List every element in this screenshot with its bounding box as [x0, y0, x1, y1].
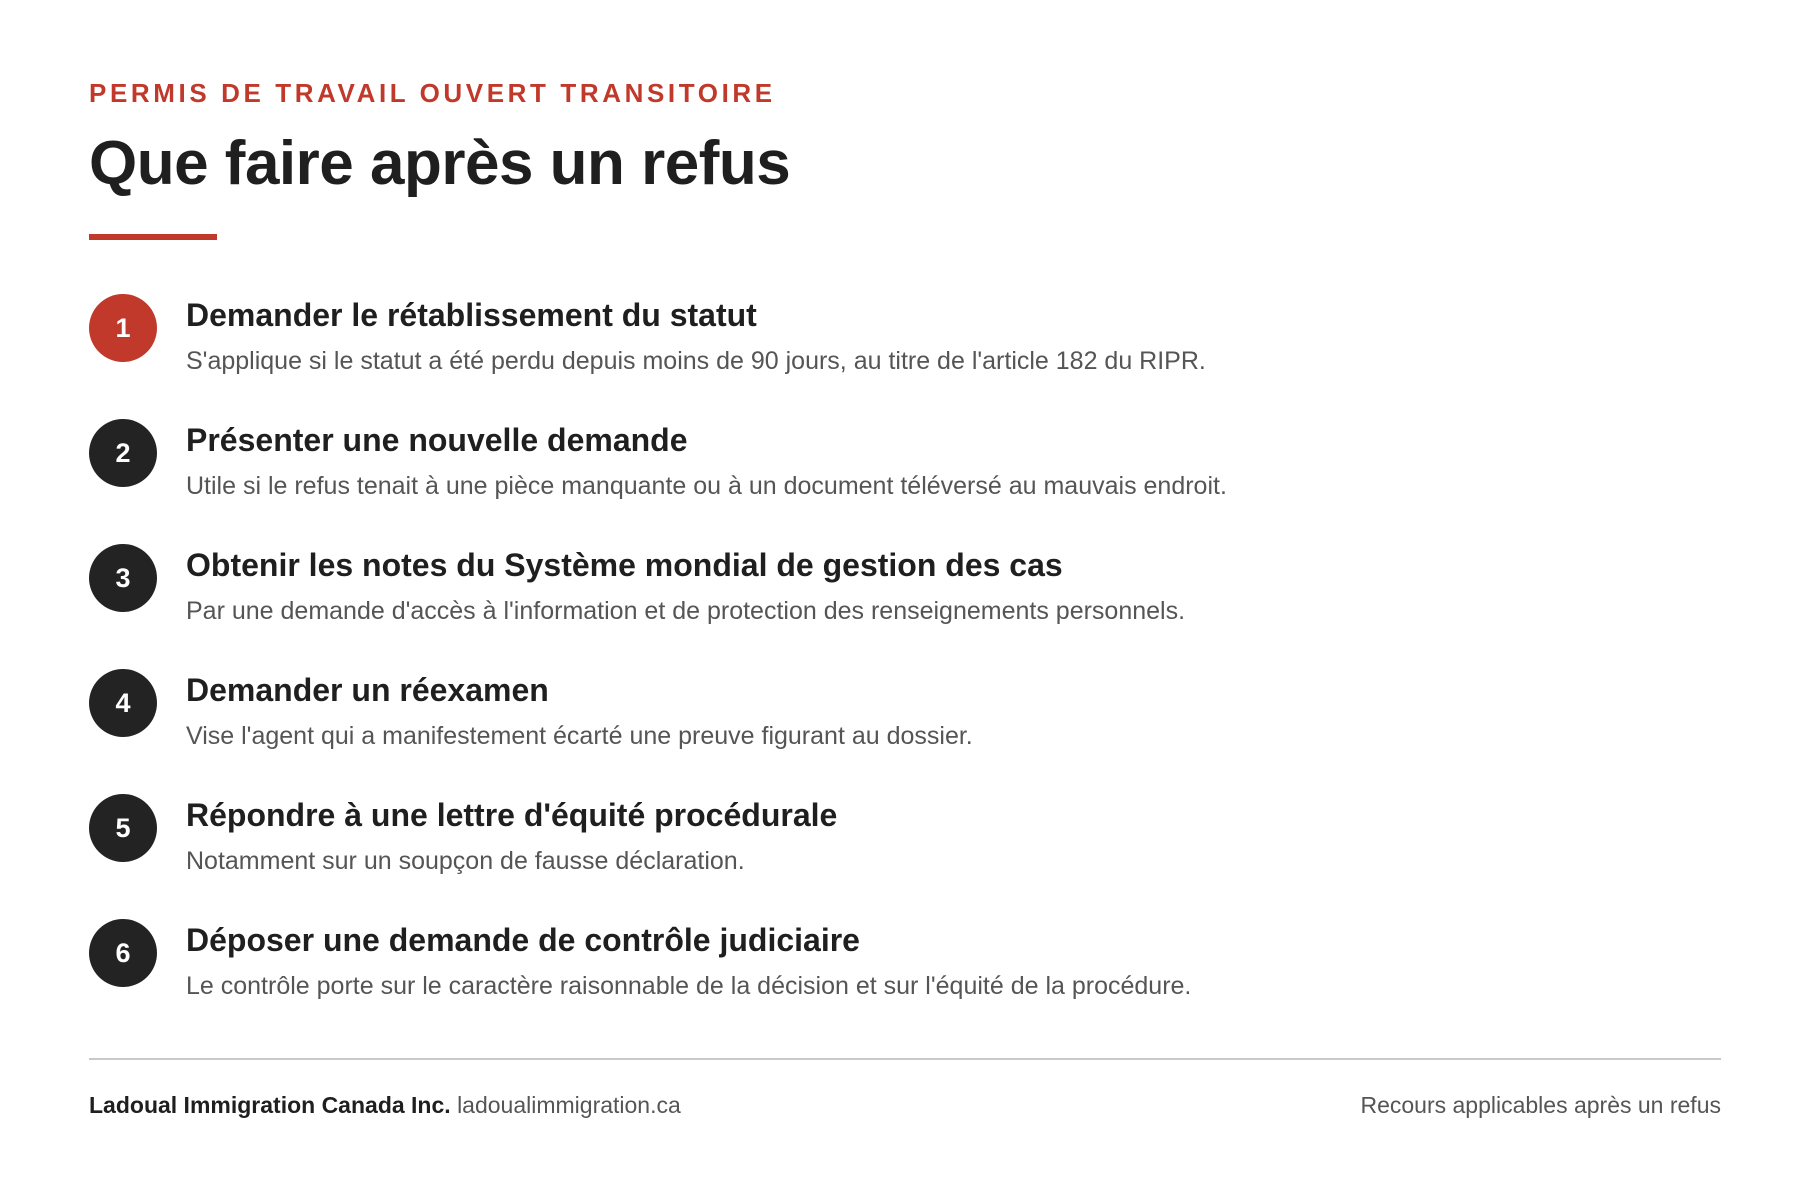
- company-name: Ladoual Immigration Canada Inc.: [89, 1092, 451, 1118]
- website-link[interactable]: ladoualimmigration.ca: [457, 1092, 681, 1118]
- step-item: [89, 919, 1721, 1044]
- step-description: Vise l'agent qui a manifestement écarté une preuve figurant au dossier.: [186, 722, 973, 750]
- step-item: [89, 669, 1721, 794]
- page-title: Que faire après un refus: [89, 129, 791, 198]
- step-title: Demander un réexamen: [186, 672, 549, 708]
- footer-caption: Recours applicables après un refus: [1360, 1092, 1721, 1118]
- step-number-badge: 5: [89, 794, 157, 862]
- step-number-badge: 4: [89, 669, 157, 737]
- step-title: Demander le rétablissement du statut: [186, 297, 757, 333]
- title-accent-rule: [89, 234, 217, 240]
- footer-divider: [89, 1058, 1721, 1060]
- step-description: Utile si le refus tenait à une pièce manquante ou à un document téléversé au mauvais endroit.: [186, 472, 1227, 500]
- step-title: Obtenir les notes du Système mondial de gestion des cas: [186, 547, 1063, 583]
- step-number-badge: 3: [89, 544, 157, 612]
- step-description: Par une demande d'accès à l'information et de protection des renseignements personnels.: [186, 597, 1186, 625]
- step-item: [89, 419, 1721, 544]
- step-description: S'applique si le statut a été perdu depuis moins de 90 jours, au titre de l'article 182 du RIPR.: [186, 347, 1206, 375]
- page-kicker: PERMIS DE TRAVAIL OUVERT TRANSITOIRE: [89, 78, 776, 108]
- footer-brand: [89, 1090, 681, 1120]
- step-title: Présenter une nouvelle demande: [186, 422, 688, 458]
- step-description: Le contrôle porte sur le caractère raisonnable de la décision et sur l'équité de la procédure.: [186, 972, 1192, 1000]
- step-item: [89, 544, 1721, 669]
- steps-list: [89, 294, 1721, 1044]
- footer: [89, 1090, 1721, 1120]
- step-description: Notamment sur un soupçon de fausse déclaration.: [186, 847, 745, 875]
- step-number-badge: 2: [89, 419, 157, 487]
- step-number-badge: 1: [89, 294, 157, 362]
- document-page: [89, 0, 1721, 1190]
- step-item: [89, 794, 1721, 919]
- step-item: [89, 294, 1721, 419]
- step-number-badge: 6: [89, 919, 157, 987]
- step-title: Répondre à une lettre d'équité procédurale: [186, 797, 838, 833]
- step-title: Déposer une demande de contrôle judiciaire: [186, 922, 860, 958]
